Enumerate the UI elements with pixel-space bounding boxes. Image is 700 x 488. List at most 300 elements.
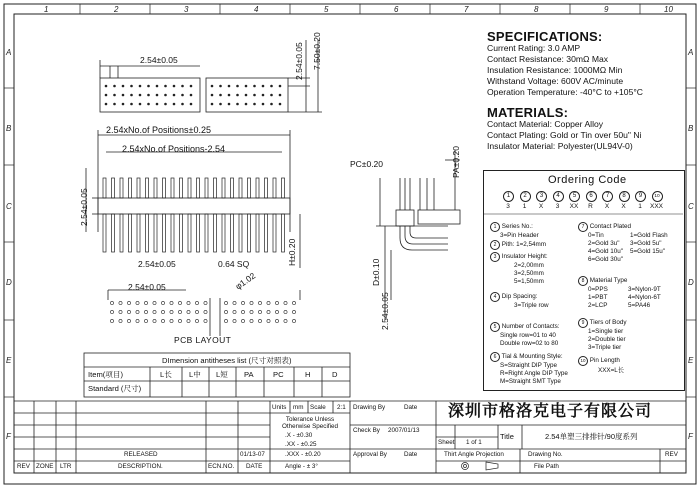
ord-tail	[490, 352, 568, 386]
pin-dot	[181, 103, 184, 106]
pin-bottom	[103, 214, 106, 252]
pcb-hole	[119, 319, 122, 322]
pin-dot	[270, 94, 273, 97]
pcb-hole	[127, 301, 130, 304]
dim-table-title: DImension antitheses list (尺寸对照表)	[162, 356, 292, 365]
dim-table-header: L中	[189, 370, 201, 379]
ord-code-value: XXX	[649, 203, 663, 210]
circle-2-icon: 2	[490, 240, 500, 250]
ord-dip	[490, 292, 549, 310]
pin-dot	[245, 94, 248, 97]
pin-dot	[181, 85, 184, 88]
pcb-hole	[170, 301, 173, 304]
pin-top	[273, 178, 276, 198]
dim-pa: PA±0.20	[451, 146, 461, 178]
text: 3=Nylon-9T	[628, 286, 661, 293]
pcb-hole	[258, 310, 261, 313]
circle-5-icon: 5	[490, 322, 500, 332]
pin-dot	[253, 103, 256, 106]
pcb-hole	[127, 319, 130, 322]
pin-dot	[219, 94, 222, 97]
text: 0=PPS	[588, 286, 608, 293]
ord-code-value: R	[588, 203, 593, 210]
pcb-hole	[178, 310, 181, 313]
pin-dot	[139, 103, 142, 106]
text: 5=Gold 15u"	[630, 248, 665, 255]
dim-top-pitch: 2.54±0.05	[140, 55, 178, 65]
tb-approval-by: Approval By	[353, 451, 387, 458]
text: 5=PA46	[628, 302, 651, 309]
pin-dot	[164, 94, 167, 97]
spec-line: Withstand Voltage: 600V AC/minute	[487, 76, 624, 86]
pcb-hole	[241, 310, 244, 313]
text: 4=Gold 10u"	[588, 248, 623, 255]
pcb-hole	[153, 310, 156, 313]
tb-sheet: Sheet	[438, 439, 455, 446]
row-label: D	[6, 278, 12, 287]
pin-dot	[279, 94, 282, 97]
ord-code-value: XX	[569, 203, 579, 210]
pin-dot	[253, 85, 256, 88]
pin-dot	[173, 94, 176, 97]
pin-dot	[228, 103, 231, 106]
text: 3=Pin Header	[500, 232, 539, 239]
pcb-hole	[250, 319, 253, 322]
col-label: 9	[604, 5, 609, 14]
pin-bottom	[129, 214, 132, 252]
tb-header: DESCRIPTION.	[118, 463, 163, 470]
pin-dot	[270, 85, 273, 88]
ord-circle-icon: 2	[520, 191, 531, 202]
ord-code-value: 3	[555, 203, 560, 210]
pin-top	[120, 178, 123, 198]
dim-table-header: PA	[244, 370, 254, 379]
pcb-hole	[136, 301, 139, 304]
tb-tolerance-title: Tolerance Unless Otherwise Specified	[282, 416, 338, 430]
pcb-hole	[284, 319, 287, 322]
tb-header: ECN.NO.	[208, 463, 235, 470]
pin-top	[163, 178, 166, 198]
pin-dot	[164, 103, 167, 106]
pin-bottom	[171, 214, 174, 252]
circle-6-icon: 6	[490, 352, 500, 362]
pin-dot	[105, 103, 108, 106]
dim-top-height: 7.50±0.20	[312, 32, 322, 70]
spec-line: Insulation Resistance: 1000MΩ Min	[487, 65, 623, 75]
pcb-hole	[161, 319, 164, 322]
pin-top	[154, 178, 157, 198]
ord-circle-icon: 6	[586, 191, 597, 202]
text: 2=Double tier	[588, 336, 626, 343]
col-label: 10	[664, 5, 673, 14]
dim-h: H±0.20	[287, 238, 297, 266]
col-label: 4	[254, 5, 259, 14]
pin-top	[197, 178, 200, 198]
ord-pitch	[490, 240, 546, 250]
pin-dot	[139, 85, 142, 88]
text: 2=2,00mm	[514, 262, 544, 269]
third-angle-symbol	[462, 462, 499, 470]
text: 1=PBT	[588, 294, 608, 301]
pcb-hole	[204, 301, 207, 304]
pin-bottom	[265, 214, 268, 252]
row-label: F	[6, 432, 11, 441]
dim-table-row-label: Standard (尺寸)	[88, 384, 142, 393]
ord-pin-length	[578, 356, 624, 375]
pin-dot	[211, 85, 214, 88]
tb-file-path: File Path	[534, 463, 559, 470]
pin-bottom	[282, 214, 285, 252]
text: 3=Triple tier	[588, 344, 622, 351]
circle-4-icon: 4	[490, 292, 500, 302]
ord-code-value: X	[538, 203, 544, 210]
pin-dot	[173, 103, 176, 106]
specs-title: SPECIFICATIONS:	[487, 29, 603, 44]
ord-material	[578, 276, 661, 310]
pcb-hole	[110, 310, 113, 313]
tb-header: LTR	[60, 463, 72, 470]
text: 4=Nylon-6T	[628, 294, 661, 301]
pin-dot	[156, 103, 159, 106]
pin-dot	[219, 103, 222, 106]
pcb-hole	[284, 310, 287, 313]
pin-dot	[113, 94, 116, 97]
ord-circle-icon: 3	[536, 191, 547, 202]
spec-line: Current Rating: 3.0 AMP	[487, 43, 581, 53]
text: 5=1,50mm	[514, 278, 544, 285]
ord-circle-icon: 7	[602, 191, 613, 202]
dim-pcb-pitch: 2.54±0.05	[128, 282, 166, 292]
pin-dot	[190, 85, 193, 88]
pin-dot	[147, 103, 150, 106]
material-line: Insulator Material: Polyester(UL94V-0)	[487, 141, 633, 151]
pin-top	[146, 178, 149, 198]
ord-circle-icon: 8	[619, 191, 630, 202]
tb-tol: .XX - ±0.25	[285, 441, 317, 448]
dim-body-height: 2.54±0.05	[79, 188, 89, 226]
ord-circle-icon: 9	[635, 191, 646, 202]
pin-top	[248, 178, 251, 198]
text: Pith: 1=2,54mm	[501, 241, 547, 248]
tb-release-date: 01/13-07	[240, 451, 265, 458]
pin-bottom	[112, 214, 115, 252]
pcb-hole	[292, 301, 295, 304]
dim-table-header: Item(项目)	[88, 370, 124, 379]
ord-series	[490, 222, 539, 240]
pcb-hole	[195, 319, 198, 322]
col-label: 6	[394, 5, 399, 14]
pcb-hole	[250, 301, 253, 304]
col-label: 3	[184, 5, 189, 14]
text: XXX=L长	[598, 367, 625, 374]
pin-dot	[270, 103, 273, 106]
pcb-hole	[136, 319, 139, 322]
tb-company: 深圳市格洛克电子有限公司	[448, 403, 653, 420]
pin-dot	[181, 94, 184, 97]
tb-units: Units	[272, 404, 287, 411]
material-line: Contact Material: Copper Alloy	[487, 119, 604, 129]
row-label: B	[6, 124, 12, 133]
pin-dot	[228, 94, 231, 97]
ord-insulator	[490, 252, 548, 286]
pin-bottom	[256, 214, 259, 252]
row-label: C	[688, 202, 694, 211]
pcb-hole	[127, 310, 130, 313]
pin-dot	[130, 103, 133, 106]
text: 2=LCP	[588, 302, 608, 309]
tb-mm: mm	[293, 404, 304, 411]
row-label: F	[688, 432, 693, 441]
text: Contact Plated	[589, 223, 632, 230]
pcb-hole	[119, 301, 122, 304]
pin-bottom	[222, 214, 225, 252]
text: Tiers of Body	[589, 319, 627, 326]
pcb-hole	[267, 319, 270, 322]
pin-dot	[211, 94, 214, 97]
dim-table-header: H	[305, 370, 311, 379]
pin-bottom	[248, 214, 251, 252]
tb-third-angle: Thirt Angle Projection	[444, 451, 504, 458]
pcb-hole	[258, 301, 261, 304]
row-label: C	[6, 202, 12, 211]
dim-pin-pitch: 2.54±0.05	[138, 259, 176, 269]
dim-side-pitch: 2.54±0.05	[380, 292, 390, 330]
pin-top	[137, 178, 140, 198]
pin-top	[214, 178, 217, 198]
pcb-hole	[204, 310, 207, 313]
pin-dot	[219, 85, 222, 88]
pcb-hole	[178, 319, 181, 322]
pin-dot	[164, 85, 167, 88]
pin-dot	[262, 103, 265, 106]
dim-d: D±0.10	[371, 258, 381, 286]
pin-bottom	[163, 214, 166, 252]
pcb-hole	[204, 319, 207, 322]
pin-bottom	[239, 214, 242, 252]
dim-hole: φ1.02	[233, 270, 258, 292]
pcb-hole	[250, 310, 253, 313]
pcb-hole	[187, 301, 190, 304]
col-label: 5	[324, 5, 329, 14]
pin-dot	[105, 94, 108, 97]
circle-7-icon: 7	[578, 222, 588, 232]
pin-dot	[113, 85, 116, 88]
pcb-hole	[187, 310, 190, 313]
pin-dot	[190, 94, 193, 97]
pin-dot	[173, 85, 176, 88]
material-line: Contact Plating: Gold or Tin over 50u" Ni	[487, 130, 642, 140]
tb-header: REV	[17, 463, 30, 470]
pin-dot	[190, 103, 193, 106]
tb-drawing-by: Drawing By	[353, 404, 386, 411]
col-label: 8	[534, 5, 539, 14]
ord-code-value: X	[604, 203, 610, 210]
text: Material Type	[589, 277, 628, 284]
pin-top	[188, 178, 191, 198]
text: 3=Gold 5u"	[630, 240, 662, 247]
pin-dot	[130, 94, 133, 97]
pcb-hole	[161, 301, 164, 304]
col-label: 1	[44, 5, 49, 14]
row-label: A	[688, 48, 694, 57]
text: M=Straight SMT Type	[500, 378, 561, 385]
pin-top	[171, 178, 174, 198]
top-view-drawing	[100, 40, 322, 112]
pcb-hole	[284, 301, 287, 304]
pin-top	[231, 178, 234, 198]
pin-bottom	[214, 214, 217, 252]
tb-date: Date	[404, 451, 418, 458]
circle-10-icon: 10	[578, 356, 588, 366]
pin-dot	[122, 103, 125, 106]
pin-top	[103, 178, 106, 198]
pin-bottom	[273, 214, 276, 252]
text: 1=Gold Flash	[630, 232, 668, 239]
pcb-hole	[224, 301, 227, 304]
ord-contacts	[490, 322, 560, 348]
pin-top	[205, 178, 208, 198]
tb-tol: .XXX - ±0.20	[285, 451, 321, 458]
pcb-hole	[258, 319, 261, 322]
pin-dot	[156, 85, 159, 88]
pcb-hole	[187, 319, 190, 322]
dim-positions-minus: 2.54xNo.of Positions-2.54	[122, 144, 226, 154]
pcb-hole	[170, 319, 173, 322]
row-label: D	[688, 278, 694, 287]
tb-tol: Angle - ± 3°	[285, 463, 318, 470]
pcb-hole	[170, 310, 173, 313]
text: 0=Tin	[588, 232, 604, 239]
pcb-hole	[233, 310, 236, 313]
row-label: B	[688, 124, 694, 133]
tb-scale: Scale	[310, 404, 326, 411]
pcb-hole	[233, 319, 236, 322]
ord-circle-icon: 1	[503, 191, 514, 202]
text: 3=2,50mm	[514, 270, 544, 277]
pin-dot	[262, 94, 265, 97]
text: Insulator Height:	[501, 253, 548, 260]
dim-square: 0.64 SQ	[218, 259, 250, 269]
pin-dot	[236, 94, 239, 97]
tb-header: ZONE	[36, 463, 54, 470]
circle-3-icon: 3	[490, 252, 500, 262]
pcb-hole	[292, 310, 295, 313]
pcb-layout-label: PCB LAYOUT	[174, 335, 232, 345]
tb-released: RELEASED	[124, 451, 158, 458]
pcb-hole	[144, 301, 147, 304]
text: S=Straight DIP Type	[500, 362, 557, 369]
spec-line: Operation Temperature: -40°C to +105°C	[487, 87, 643, 97]
pin-top	[239, 178, 242, 198]
pin-bottom	[231, 214, 234, 252]
circle-9-icon: 9	[578, 318, 588, 328]
pcb-hole	[241, 301, 244, 304]
pcb-hole	[144, 319, 147, 322]
row-label: E	[6, 356, 12, 365]
pcb-hole	[161, 310, 164, 313]
pcb-hole	[275, 319, 278, 322]
pin-bottom	[120, 214, 123, 252]
text: R=Right Angle DIP Type	[500, 370, 568, 377]
circle-1-icon: 1	[490, 222, 500, 232]
pcb-hole	[153, 301, 156, 304]
materials-title: MATERIALS:	[487, 105, 569, 120]
pin-dot	[236, 103, 239, 106]
pin-dot	[245, 103, 248, 106]
pcb-hole	[178, 301, 181, 304]
dim-table-header: D	[332, 370, 338, 379]
pin-bottom	[154, 214, 157, 252]
pin-top	[222, 178, 225, 198]
circle-8-icon: 8	[578, 276, 588, 286]
spec-line: Contact Resistance: 30mΩ Max	[487, 54, 609, 64]
pin-top	[265, 178, 268, 198]
tb-rev: REV	[665, 451, 678, 458]
text: Number of Contacts:	[501, 323, 560, 330]
pin-dot	[147, 85, 150, 88]
tb-drawing-no: Drawing No.	[528, 451, 563, 458]
tb-check-by: Check By	[353, 427, 380, 434]
ord-code-value: 1	[522, 203, 527, 210]
dim-table-header: L短	[216, 370, 228, 379]
tb-scale-val: 2:1	[337, 404, 346, 411]
pin-bottom	[205, 214, 208, 252]
ord-code-value: 1	[638, 203, 642, 210]
text: Dip Spacing:	[501, 293, 538, 300]
dim-positions-plus: 2.54xNo.of Positions±0.25	[106, 125, 212, 135]
pcb-hole	[144, 310, 147, 313]
pin-dot	[130, 85, 133, 88]
pin-dot	[279, 85, 282, 88]
pin-top	[180, 178, 183, 198]
pin-dot	[147, 94, 150, 97]
pcb-hole	[110, 319, 113, 322]
pin-bottom	[146, 214, 149, 252]
ord-circle-icon: 10	[652, 191, 663, 202]
pcb-hole	[292, 319, 295, 322]
ordering-title: Ordering Code	[548, 174, 627, 186]
pin-dot	[279, 103, 282, 106]
pin-dot	[262, 85, 265, 88]
text: Tial & Mounting Style:	[501, 353, 563, 360]
pcb-hole	[224, 319, 227, 322]
dim-table-header: PC	[273, 370, 284, 379]
ord-plated	[578, 222, 668, 264]
text: Series No.:	[501, 223, 533, 230]
ord-code-value: 3	[506, 203, 510, 210]
pin-dot	[122, 85, 125, 88]
pcb-hole	[136, 310, 139, 313]
ord-code-value: X	[621, 203, 626, 210]
pcb-hole	[110, 301, 113, 304]
pcb-hole	[233, 301, 236, 304]
text: Double row=02 to 80	[500, 340, 559, 347]
tb-date: Date	[404, 404, 418, 411]
text: Pin Length	[589, 357, 620, 364]
tb-title-label: Title	[500, 432, 514, 441]
text: 3=Triple row	[514, 302, 549, 309]
col-label: 7	[464, 5, 469, 14]
text: Single row=01 to 40	[500, 332, 556, 339]
row-label: A	[6, 48, 12, 57]
ord-circle-icon: 5	[569, 191, 580, 202]
pcb-hole	[195, 310, 198, 313]
tb-tol: .X - ±0.30	[285, 432, 313, 439]
text: 6=Gold 30u"	[588, 256, 623, 263]
pin-dot	[236, 85, 239, 88]
pin-top	[129, 178, 132, 198]
tb-check-date: 2007/01/13	[388, 427, 420, 434]
